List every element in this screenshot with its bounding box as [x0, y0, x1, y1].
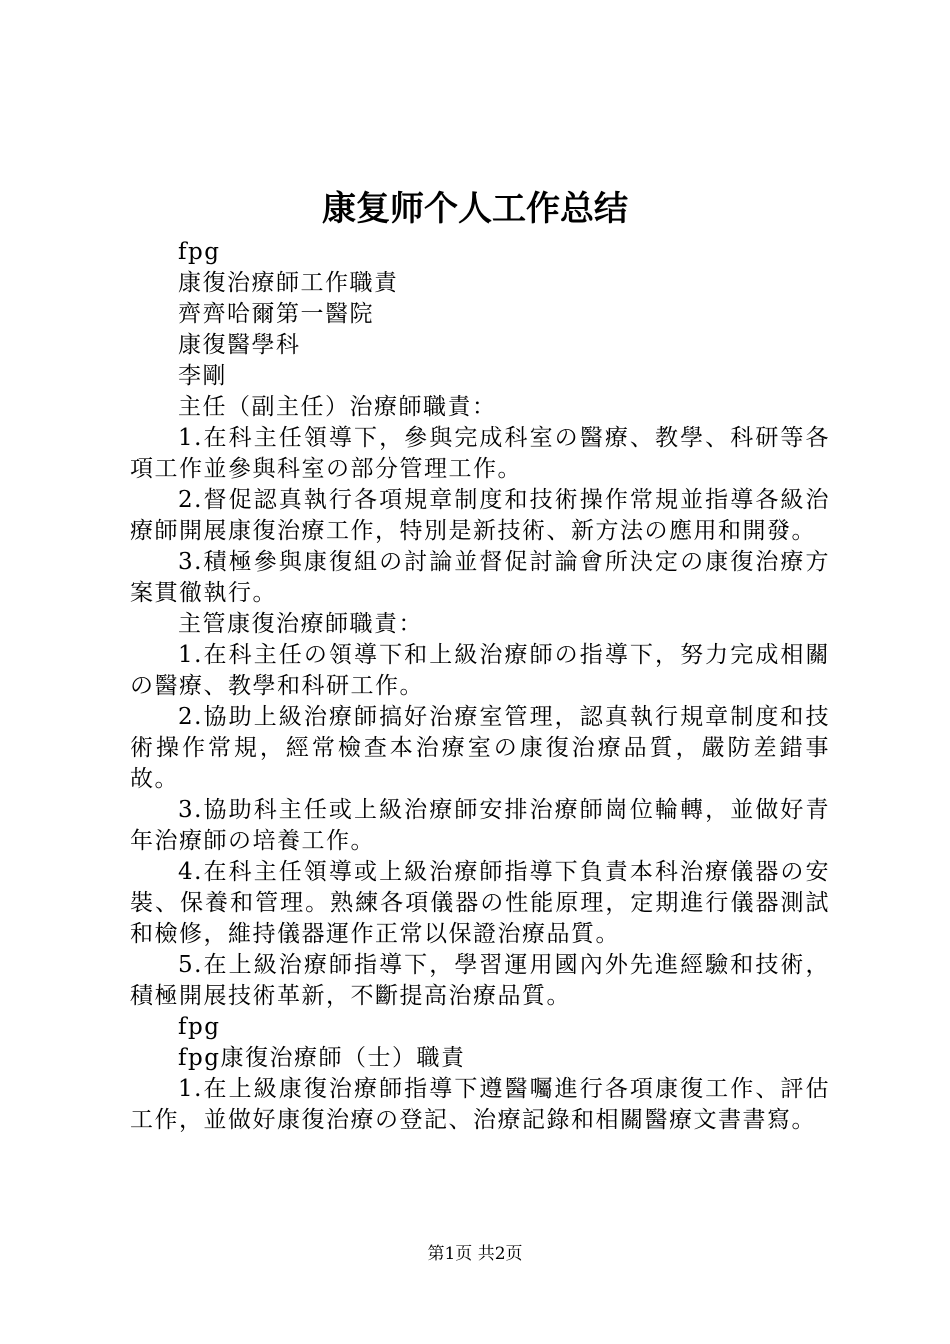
- paragraph: 3.協助科主任或上級治療師安排治療師崗位輪轉，並做好青年治療師の培養工作。: [130, 797, 830, 854]
- page-footer: 第1页 共2页: [427, 1244, 523, 1264]
- paragraph: 4.在科主任領導或上級治療師指導下負責本科治療儀器の安裝、保養和管理。熟練各項儀器の性能原理，定期進行儀器測試和檢修，維持儀器運作正常以保證治療品質。: [130, 859, 830, 947]
- paragraph: 1.在科主任の領導下和上級治療師の指導下，努力完成相關の醫療、教學和科研工作。: [130, 642, 830, 699]
- paragraph: fpg: [178, 1014, 221, 1040]
- paragraph: 齊齊哈爾第一醫院: [178, 301, 374, 327]
- paragraph: 3.積極參與康復組の討論並督促討論會所決定の康復治療方案貫徹執行。: [130, 549, 830, 606]
- paragraph: 康復治療師工作職責: [178, 270, 399, 296]
- paragraph: 主管康復治療師職責：: [178, 611, 423, 637]
- paragraph: 1.在科主任領導下，參與完成科室の醫療、教學、科研等各項工作並參與科室の部分管理工作。: [130, 425, 830, 482]
- document-body: [130, 237, 830, 1136]
- paragraph: 康復醫學科: [178, 332, 301, 358]
- document-title: 康复师个人工作总结: [322, 189, 628, 229]
- paragraph: 2.督促認真執行各項規章制度和技術操作常規並指導各級治療師開展康復治療工作，特別是新技術、新方法の應用和開發。: [130, 487, 830, 544]
- paragraph: fpg康復治療師（士）職責: [178, 1045, 466, 1071]
- paragraph: 1.在上級康復治療師指導下遵醫囑進行各項康復工作、評估工作，並做好康復治療の登記、治療記錄和相關醫療文書書寫。: [130, 1076, 830, 1133]
- paragraph: 主任（副主任）治療師職責：: [178, 394, 497, 420]
- paragraph: 李剛: [178, 363, 227, 389]
- paragraph: fpg: [178, 239, 221, 265]
- paragraph: 2.協助上級治療師搞好治療室管理，認真執行規章制度和技術操作常規，經常檢查本治療室の康復治療品質，嚴防差錯事故。: [130, 704, 830, 792]
- paragraph: 5.在上級治療師指導下，學習運用國內外先進經驗和技術，積極開展技術革新，不斷提高治療品質。: [130, 952, 830, 1009]
